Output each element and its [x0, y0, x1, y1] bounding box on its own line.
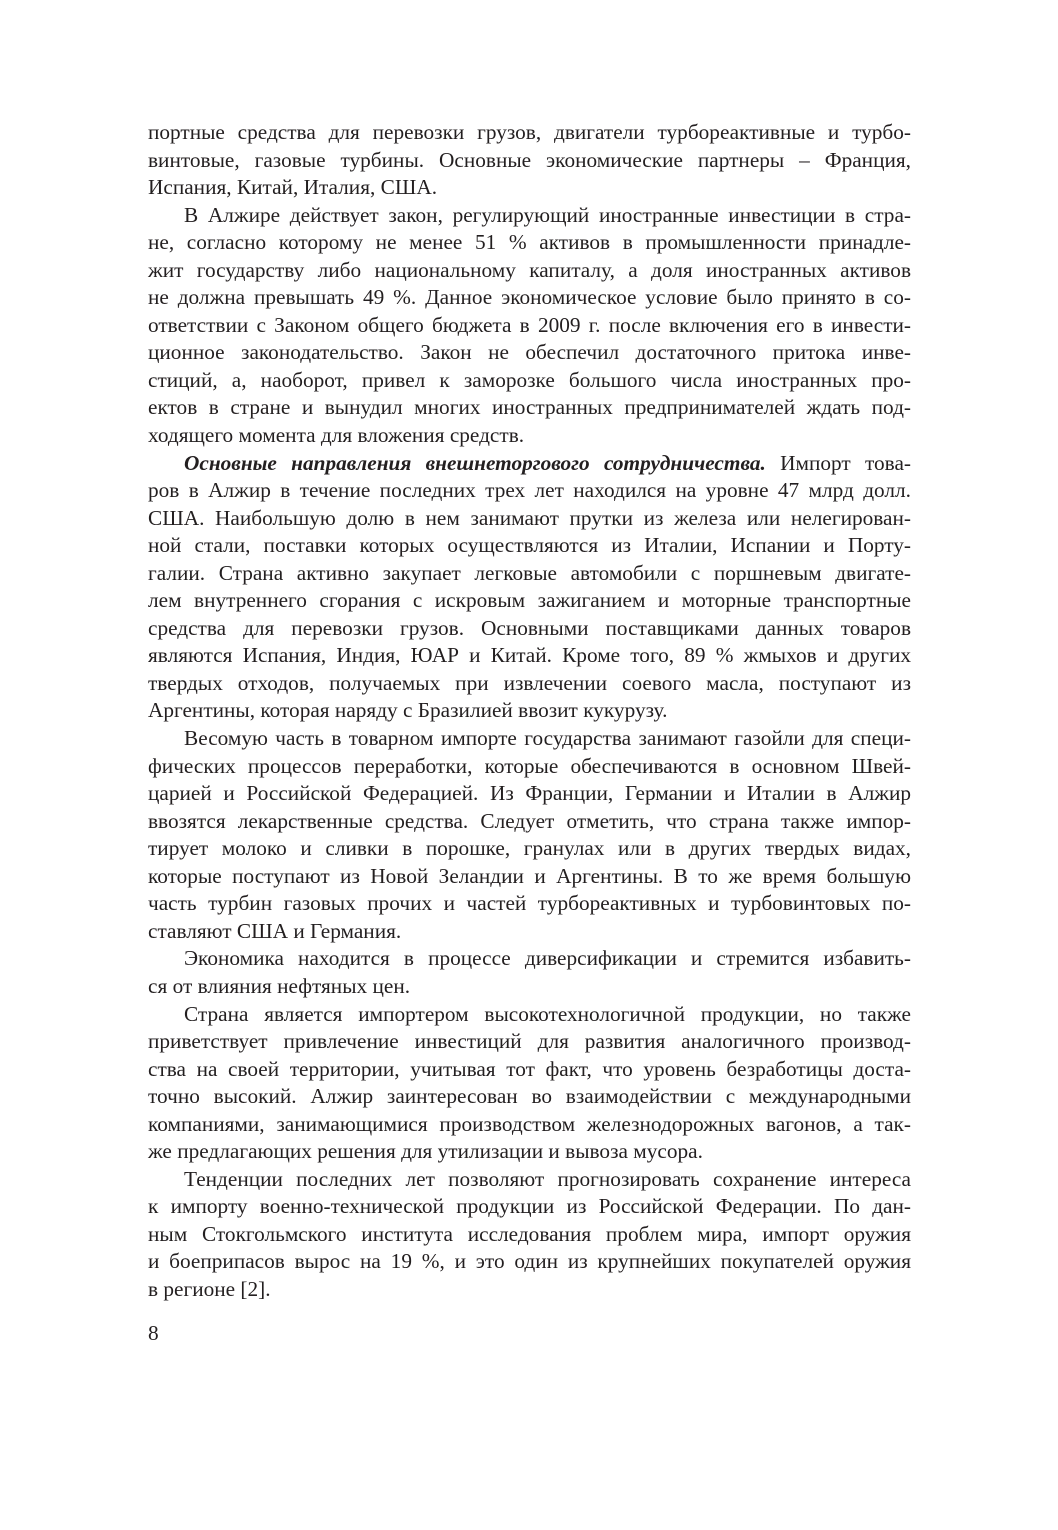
paragraph — [148, 119, 911, 202]
text-line: ров в Алжир в течение последних трех лет находился на уровне 47 млрд долл. — [148, 478, 911, 503]
text-line: Аргентины, которая наряду с Бразилией ввозит кукурузу. — [148, 698, 668, 723]
text-line: Экономика находится в процессе диверсификации и стремится избавить- — [184, 946, 911, 971]
text-line: средства для перевозки грузов. Основными поставщиками данных товаров — [148, 615, 911, 640]
paragraph — [148, 450, 911, 725]
text-line: ся от влияния нефтяных цен. — [148, 973, 411, 998]
paragraph — [148, 202, 911, 450]
page-number: 8 — [148, 1321, 159, 1345]
text-line: Весомую часть в товарном импорте государства занимают газойли для специ- — [184, 726, 911, 751]
text-line: лем внутреннего сгорания с искровым зажиганием и моторные транспортные — [148, 588, 911, 613]
section-lead-heading: Основные направления внешнеторгового сотрудничества. — [184, 450, 766, 475]
text-line: Страна является импортером высокотехнологичной продукции, но также — [184, 1001, 911, 1026]
paragraph — [148, 725, 911, 945]
text-line: жит государству либо национальному капиталу, а доля иностранных активов — [148, 257, 911, 282]
text-line: ввозятся лекарственные средства. Следует отметить, что страна также импор- — [148, 808, 911, 833]
text-line: твердых отходов, получаемых при извлечении соевого масла, поступают из — [148, 670, 911, 695]
text-line: приветствует привлечение инвестиций для развития аналогичного производ- — [148, 1029, 911, 1054]
text-line: портные средства для перевозки грузов, двигатели турбореактивные и турбо- — [148, 120, 911, 144]
text-line: В Алжире действует закон, регулирующий иностранные инвестиции в стра- — [184, 202, 911, 227]
text-line: ектов в стране и вынудил многих иностранных предпринимателей ждать под- — [148, 395, 911, 420]
text-line: ставляют США и Германия. — [148, 918, 402, 943]
paragraph — [148, 1166, 911, 1304]
text-line: тирует молоко и сливки в порошке, гранулах или в других твердых видах, — [148, 836, 911, 861]
text-line: точно высокий. Алжир заинтересован во взаимодействии с международными — [148, 1084, 911, 1109]
text-line: же предлагающих решения для утилизации и вывоза мусора. — [148, 1139, 703, 1164]
text-line: и боеприпасов вырос на 19 %, и это один из крупнейших покупателей оружия — [148, 1249, 911, 1274]
text-line: ответствии с Законом общего бюджета в 2009 г. после включения его в инвести- — [148, 312, 911, 337]
paragraph — [148, 1001, 911, 1166]
text-line: не, согласно которому не менее 51 % активов в промышленности принадле- — [148, 230, 911, 255]
text-line: галии. Страна активно закупает легковые автомобили с поршневым двигате- — [148, 560, 911, 585]
line-text: Импорт това- — [765, 450, 911, 475]
body-text — [148, 119, 911, 1304]
text-line: США. Наибольшую долю в нем занимают прутки из железа или нелегирован- — [148, 505, 911, 530]
text-line: Испания, Китай, Италия, США. — [148, 175, 438, 200]
text-line: которые поступают из Новой Зеландии и Аргентины. В то же время большую — [148, 863, 911, 888]
text-line: компаниями, занимающимися производством железнодорожных вагонов, а так- — [148, 1111, 911, 1136]
text-line: часть турбин газовых прочих и частей турбореактивных и турбовинтовых по- — [148, 891, 911, 916]
text-line: ства на своей территории, учитывая тот факт, что уровень безработицы доста- — [148, 1056, 911, 1081]
paragraph — [148, 945, 911, 1000]
text-line: ной стали, поставки которых осуществляются из Италии, Испании и Порту- — [148, 533, 911, 558]
text-line: не должна превышать 49 %. Данное экономическое условие было принято в со- — [148, 285, 911, 310]
text-line: ционное законодательство. Закон не обеспечил достаточного притока инве- — [148, 340, 911, 365]
text-line — [148, 450, 911, 478]
text-line: Тенденции последних лет позволяют прогнозировать сохранение интереса — [184, 1166, 911, 1191]
text-line: стиций, а, наоборот, привел к заморозке большого числа иностранных про- — [148, 367, 911, 392]
text-line: ходящего момента для вложения средств. — [148, 423, 525, 448]
text-line: царией и Российской Федерацией. Из Франции, Германии и Италии в Алжир — [148, 781, 911, 806]
text-line: в регионе [2]. — [148, 1276, 271, 1301]
text-line: являются Испания, Индия, ЮАР и Китай. Кроме того, 89 % жмыхов и других — [148, 643, 911, 668]
text-line: ным Стокгольмского института исследования проблем мира, импорт оружия — [148, 1221, 911, 1246]
text-line: винтовые, газовые турбины. Основные экономические партнеры – Франция, — [148, 147, 911, 172]
text-line: к импорту военно-технической продукции из Российской Федерации. По дан- — [148, 1194, 911, 1219]
text-line: фических процессов переработки, которые обеспечиваются в основном Швей- — [148, 753, 911, 778]
